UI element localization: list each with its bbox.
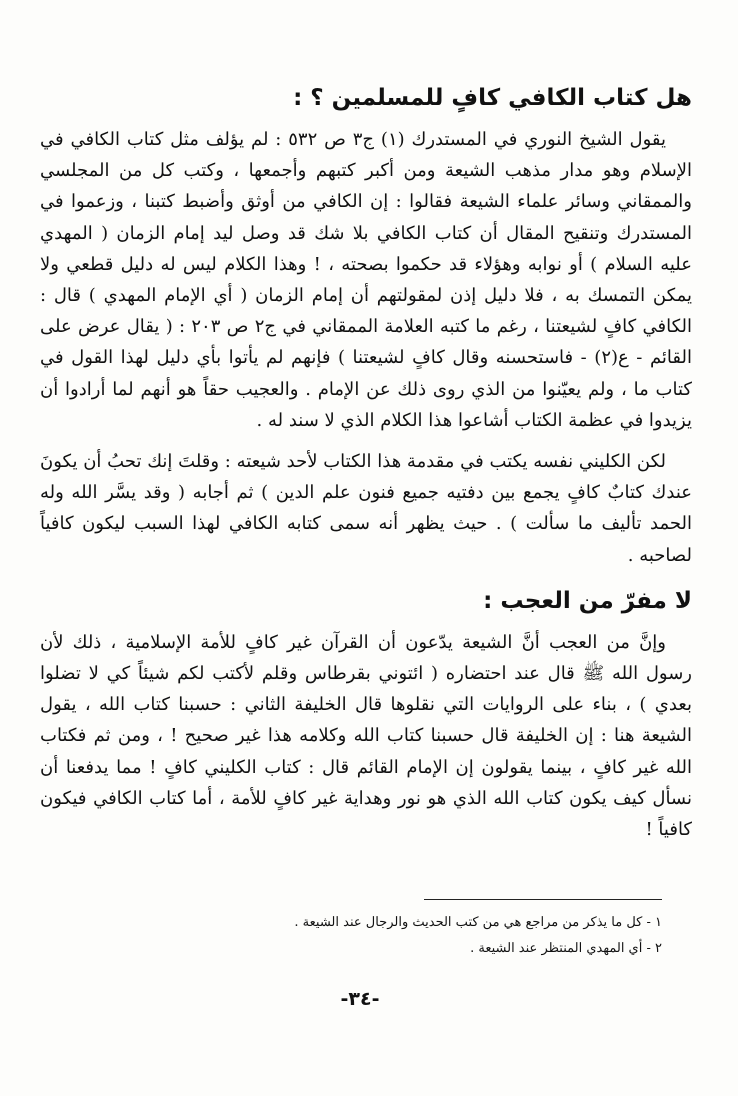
body-paragraph: يقول الشيخ النوري في المستدرك (١) ج٣ ص ٥٣٢ : لم يؤلف مثل كتاب الكافي في الإسلام وهو مدار مذهب الشيعة ومن أكبر كتبهم وأجمعها ، وكتب كل من المجلسي والممقاني وسائر علماء الشيعة فقالوا : إن الكافي من أوثق وأضبط كتبنا ، وزعموا في المستدرك وتنقيح المقال أن كتاب الكافي بلا شك قد وصل ليد إمام الزمان ( المهدي عليه السلام ) أو نوابه وهؤلاء قد حكموا بصحته ، ! وهذا الكلام ليس له دليل قطعي ولا يمكن التمسك به ، فلا دليل إذن لمقولتهم أن إمام الزمان ( أي الإمام المهدي ) قال : الكافي كافٍ لشيعتنا ، رغم ما كتبه العلامة الممقاني في ج٢ ص ٢٠٣ : ( يقال عرض على القائم - ع(٢) - فاستحسنه وقال كافٍ لشيعتنا ) فإنهم لم يأتوا بأي دليل لهذا القول في كتاب ما ، ولم يعيّنوا من الذي روى ذلك عن الإمام . والعجيب حقاً هو أنهم لما أرادوا أن يزيدوا في عظمة الكتاب أشاعوا هذا الكلام الذي لا سند له . (40, 129, 693, 431)
footnote-1: ١ - كل ما يذكر من مراجع هي من كتب الحديث والرجال عند الشيعة . (294, 915, 662, 930)
page-number: -٣٤- (340, 988, 380, 1010)
body-paragraph: لكن الكليني نفسه يكتب في مقدمة هذا الكتاب لأحد شيعته : وقلتَ إنك تحبُ أن يكونَ عندك كتابٌ كافٍ يجمع بين دفتيه جميع فنون علم الدين ) ثم أجابه ( وقد يسَّر الله وله الحمد تأليف ما سألت ) . حيث يظهر أنه سمى كتابه الكافي لهذا السبب ليكون كافياً لصاحبه . (40, 451, 693, 566)
page-body (40, 70, 692, 845)
section-heading-no-escape: لا مفرّ من العجب : (483, 587, 692, 614)
body-paragraph: وإنَّ من العجب أنَّ الشيعة يدّعون أن القرآن غير كافٍ للأمة الإسلامية ، ذلك لأن رسول الله ﷺ قال عند احتضاره ( ائتوني بقرطاس وقلم لأكتب لكم شيئاً كي لا تضلوا بعدي ) ، بناء على الروايات التي نقلوها قال الخليفة الثاني : حسبنا كتاب الله ، يقول الشيعة هنا : إن الخليفة قال حسبنا كتاب الله وكلامه هذا غير صحيح ! ، ومن ثم فكتاب الله غير كافٍ ، بينما يقولون إن الإمام القائم قال : كتاب الكليني كافٍ ! مما يدفعنا أن نسأل كيف يكون كتاب الله الذي هو نور وهداية غير كافٍ للأمة ، أما كتاب الكافي فيكون كافياً ! (40, 631, 692, 841)
section-heading-kafi-sufficiency: هل كتاب الكافي كافٍ للمسلمين ؟ : (293, 85, 692, 111)
footnotes (230, 910, 662, 962)
footnote-divider (424, 899, 662, 900)
footnote-2: ٢ - أي المهدي المنتظر عند الشيعة . (470, 941, 662, 956)
